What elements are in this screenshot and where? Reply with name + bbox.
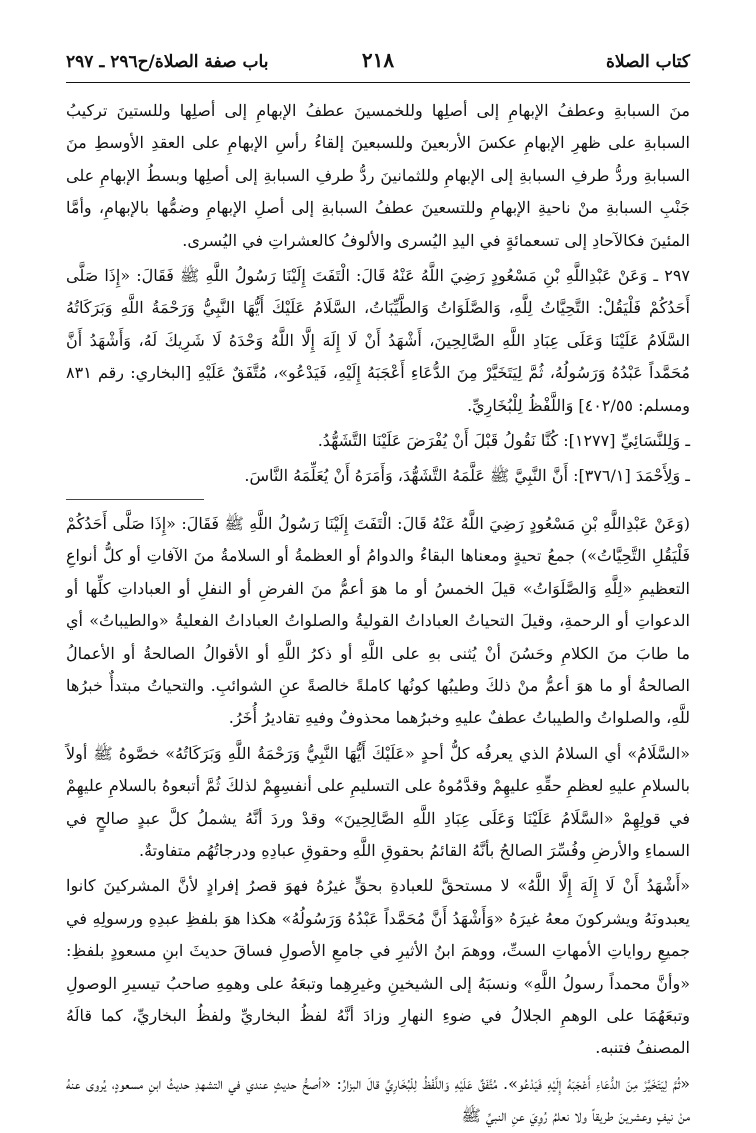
commentary-shahada: «أَشْهَدُ أَنْ لَا إِلَهَ إِلَّا اللَّهُ» لا مستحقَّ للعبادةِ بحقٍّ غيرُهُ فهوَ قصرُ إفرادٍ لأنَّ المشركينَ كانوا يعبدونَهُ ويشركونَ معهُ غيرَهُ «وَأَشْهَدُ أَنَّ مُحَمَّداً عَبْدُهُ وَرَسُولُهُ» هكذا هوَ بلفظِ عبدِهِ ورسولِهِ في جميعِ رواياتِ الأمهاتِ الستِّ، ووهمَ ابنُ الأثيرِ في جامعِ الأصولِ فساقَ حديثَ ابنِ مسعودٍ بلفظِ: «وأنَّ محمداً رسولُ اللَّهِ» ونسبَهُ إلى الشيخينِ وغيرِهِما وتبعَهُ على وهمِهِ صاحبُ تيسيرِ الوصولِ وتبعَهُمَا على الوهمِ الجلالُ في ضوءِ النهارِ وزادَ أنَّهُ لفظُ البخاريِّ ولفظُ البخاريِّ، كما قالَهُ المصنفُ فتنبه. <box>66 876 690 1058</box>
nasai-addition: ـ وَلِلنَّسَائِيِّ [١٢٧٧]: كُنَّا نَقُولُ قَبْلَ أَنْ يُفْرَضَ عَلَيْنَا التَّشَهُّدُ. <box>317 431 690 451</box>
hadith-297: ٢٩٧ ـ وَعَنْ عَبْدِاللَّهِ بْنِ مَسْعُودٍ رَضِيَ اللَّهُ عَنْهُ قَالَ: الْتَفَتَ إِلَيْنَا رَسُولُ اللَّهِ ﷺ فَقَالَ: «إِذَا صَلَّى أَحَدُكُمْ فَلْيَقُلْ: التَّحِيَّاتُ لِلَّهِ، وَالصَّلَوَاتُ وَالطَّيِّبَاتُ، السَّلَامُ عَلَيْكَ أَيُّهَا النَّبِيُّ وَرَحْمَةُ اللَّهِ وَبَرَكَاتُهُ السَّلَامُ عَلَيْنَا وَعَلَى عِبَادِ اللَّهِ الصَّالِحِينَ، أَشْهَدُ أَنْ لَا إِلَهَ إِلَّا اللَّهُ وَحْدَهُ لَا شَرِيكَ لَهُ، وَأَشْهَدُ أَنَّ مُحَمَّداً عَبْدُهُ وَرَسُولُهُ، ثُمَّ لِيَتَخَيَّرْ مِنَ الدُّعَاءِ أَعْجَبَهُ إِلَيْهِ، فَيَدْعُو»، مُتَّفَقٌ عَلَيْهِ [البخاري: رقم ٨٣١ ومسلم: ٤٠٢/٥٥] وَاللَّفْظُ لِلْبُخَارِيِّ. <box>66 266 690 415</box>
commentary-salam: «السَّلَامُ» أي السلامُ الذي يعرفُه كلُّ أحدٍ «عَلَيْكَ أَيُّهَا النَّبِيُّ وَرَحْمَةُ اللَّهِ وَبَرَكَاتُهُ» خصَّوهُ ﷺ أولاً بالسلامِ عليهِ لعظمِ حقِّهِ عليهِمْ وقدَّمُوهُ على التسليمِ على أنفسِهِمْ لذلكَ ثُمَّ أتبعوهُ بالسلامِ عليهِمْ في قولِهِمْ «السَّلَامُ عَلَيْنَا وَعَلَى عِبَادِ اللَّهِ الصَّالِحِينَ» وقدْ وردَ أنَّهُ يشملُ كلَّ عبدٍ صالحٍ في السماءِ والأرضِ وفُسِّرَ الصالحُ بأنَّهُ القائمُ بحقوقِ اللَّهِ وحقوقِ عبادِهِ ودرجاتُهُم متفاوتةٌ. <box>66 743 690 860</box>
header-rule <box>66 82 690 83</box>
paragraph-1: منَ السبابةِ وعطفُ الإبهامِ إلى أصلِها وللخمسينَ عطفُ الإبهامِ إلى أصلِها وللستينَ تركيبُ السبابةِ على ظهرِ الإبهامِ عكسَ الأربعينَ وللسبعينَ إلقاءُ رأسِ الإبهامِ على العقدِ الأوسطِ منَ السبابةِ وردُّ طرفِ السبابةِ إلى الإبهامِ وللثمانينَ ردُّ طرفِ السبابةِ إلى أصلِها وبسطُ الإبهامِ على جَنْبِ السبابةِ منْ ناحيةِ الإبهامِ وللتسعينَ عطفُ السبابةِ إلى أصلِ الإبهامِ وضمُّها بالإبهامِ، وأمَّا المئينَ فكالآحادِ إلى تسعمائةٍ في اليدِ اليُسرى والألوفُ كالعشراتِ في اليُسرى. <box>66 101 690 250</box>
section-divider <box>66 499 204 500</box>
chapter-reference: باب صفة الصلاة/ح٢٩٦ ـ ٢٩٧ <box>66 52 269 72</box>
ahmad-addition: ـ وَلِأَحْمَدَ [٣٧٦/١]: أَنَّ النَّبِيَّ ﷺ عَلَّمَهُ التَّشَهُّدَ، وَأَمَرَهُ أَنْ يُعَلِّمَهُ النَّاسَ. <box>244 466 690 486</box>
page-number: ٢١٨ <box>361 48 395 72</box>
commentary-dua: «ثُمَّ لِيَتَخَيَّرْ مِنَ الدُّعَاءِ أَعْجَبَهُ إِلَيْهِ فَيَدْعُو». مُتَّفَقٌ عَلَيْهِ وَاللَّفْظُ لِلْبُخَارِيِّ قالَ البزارُ: «أصحُّ حديثٍ عندي في التشهدِ حديثُ ابنِ مسعودٍ، يُروى عنهُ منْ نيفٍ وعشرينَ طريقاً ولا نعلمُ رُوِيَ عنِ النبيِّ ﷺ <box>66 1073 690 1126</box>
running-header <box>66 48 690 82</box>
book-title: كتاب الصلاة <box>605 52 690 72</box>
commentary-tahiyyat: (وَعَنْ عَبْدِاللَّهِ بْنِ مَسْعُودٍ رَضِيَ اللَّهُ عَنْهُ قَالَ: الْتَفَتَ إِلَيْنَا رَسُولُ اللَّهِ ﷺ فَقَالَ: «إِذَا صَلَّى أَحَدُكُمْ فَلْيَقُلِ التَّحِيَّاتُ») جمعُ تحيةٍ ومعناها البقاءُ والدوامُ أو العظمةُ أو السلامةُ منَ الآفاتِ أو كلُّ أنواعِ التعظيمِ «لِلَّهِ وَالصَّلَوَاتُ» قيلَ الخمسُ أو ما هوَ أعمُّ منَ الفرضِ أو النفلِ أو العباداتِ كلِّها أو الدعواتِ أو الرحمةِ، وقيلَ التحياتُ العباداتُ القوليةُ والصلواتُ العباداتُ الفعليةُ «والطيباتُ» أي ما طابَ منَ الكلامِ وحَسُنَ أنْ يُثنى بهِ على اللَّهِ أو ذكرُ اللَّهِ أو الأقوالُ الصالحةُ أو الأعمالُ الصالحةُ أو ما هوَ أعمُّ منْ ذلكَ وطيبُها كونُها كاملةً خالصةً عنِ الشوائبِ. والتحياتُ مبتدأٌ خبرُها للَّهِ، والصلواتُ والطيباتُ عطفٌ عليهِ وخبرُهما محذوفٌ وفيهِ تقاديرُ أُخَرُ. <box>66 513 690 728</box>
